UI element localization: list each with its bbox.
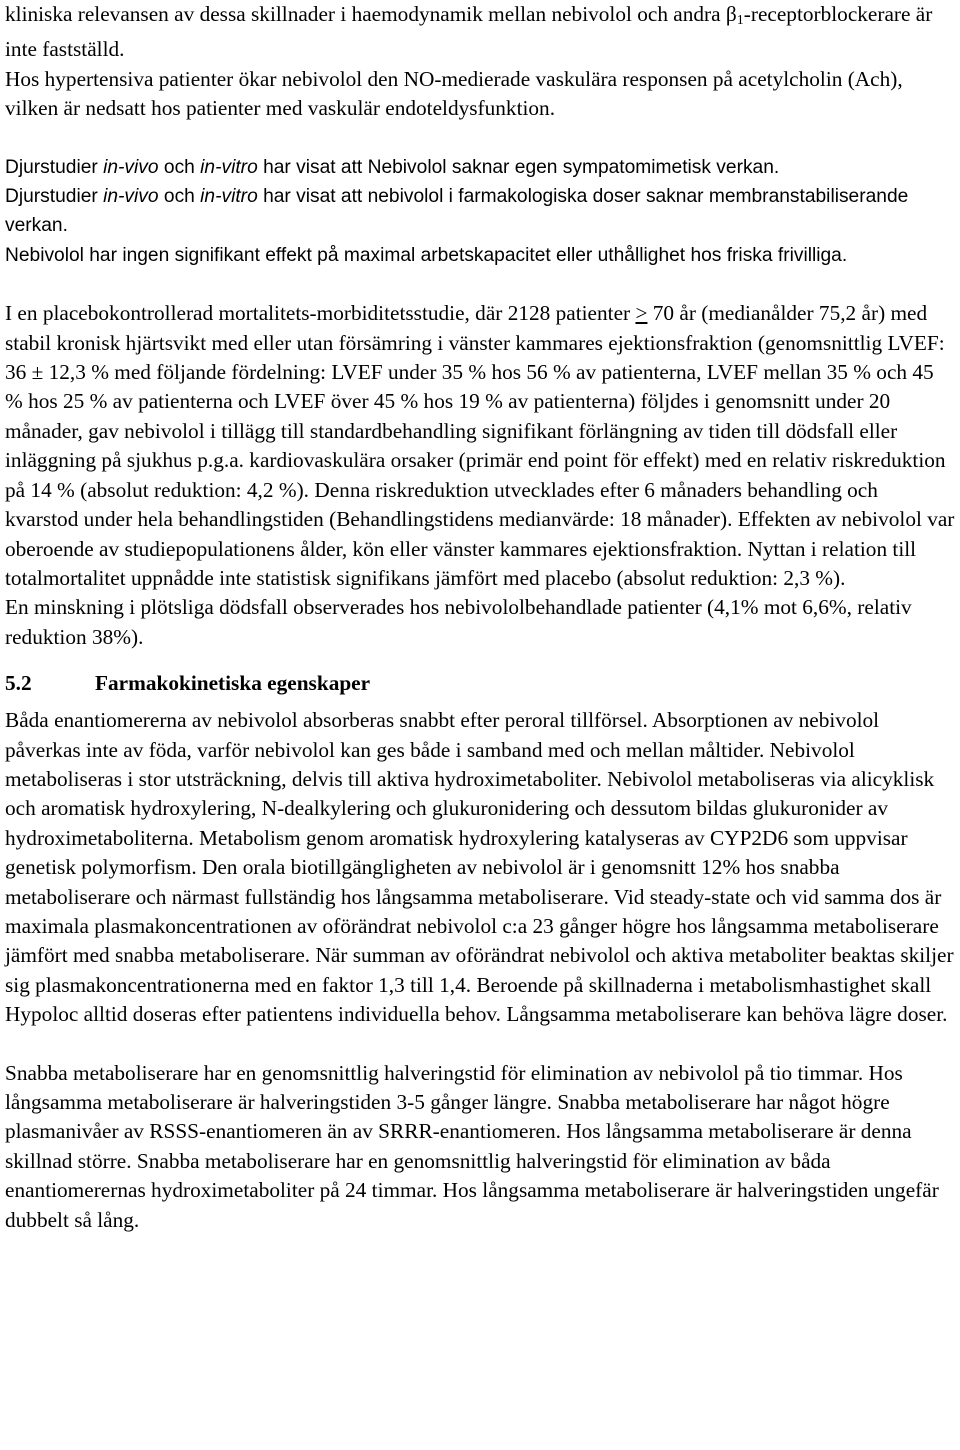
paragraph-spacer <box>5 124 955 153</box>
italic-term: in-vivo <box>103 186 159 208</box>
paragraph-spacer <box>5 270 955 299</box>
italic-term: in-vitro <box>200 186 258 208</box>
animal-studies-block <box>5 153 955 271</box>
italic-term: in-vitro <box>200 156 258 178</box>
text-segment: -receptorblockerare är inte fastställd. <box>5 2 933 62</box>
paragraph-spacer <box>5 698 955 706</box>
text-segment: och <box>158 156 201 178</box>
paragraph-animal-studies-sympathomimetic <box>5 153 955 182</box>
paragraph-pharmacokinetics: Båda enantiomererna av nebivolol absorberas snabbt efter peroral tillförsel. Absorptionen av nebivolol påverkas inte av föda, varför nebivolol kan ges både i samband med och mellan måltider. Nebivolol metaboliseras i stor utsträckning, delvis till aktiva hydroximetaboliter. Nebivolol metaboliseras via alicyklisk och aromatisk hydroxylering, N-dealkylering och glukuronidering och dessutom bildas glukuronider av hydroximetaboliterna. Metabolism genom aromatisk hydroxylering katalyseras av CYP2D6 som uppvisar genetisk polymorfism. Den orala biotillgängligheten av nebivolol är i genomsnitt 12% hos snabba metaboliserare och närmast fullständig hos långsamma metaboliserare. Vid steady-state och vid samma dos är maximala plasmakoncentrationen av oförändrat nebivolol c:a 23 gånger högre hos långsamma metaboliserare jämfört med snabba metaboliserare. När summan av oförändrat nebivolol och aktiva metaboliter beaktas skiljer sig plasmakoncentrationerna med en faktor 1,3 till 1,4. Beroende på skillnaderna i metabolismhastighet skall Hypoloc alltid doseras efter patientens individuella behov. Långsamma metaboliserare kan behöva lägre doser. <box>5 708 954 1027</box>
paragraph-half-life: Snabba metaboliserare har en genomsnittlig halveringstid för elimination av nebivolol på tio timmar. Hos långsamma metaboliserare är halveringstiden 3-5 gånger längre. Snabba metaboliserare har något högre plasmanivåer av RSSS-enantiomeren än av SRRR-enantiomeren. Hos långsamma metaboliserare är denna skillnad större. Snabba metaboliserare har en genomsnittlig halveringstid för elimination av båda enantiomerernas hydroximetaboliter på 24 timmar. Hos långsamma metaboliserare är halveringstiden ungefär dubbelt så lång. <box>5 1060 939 1232</box>
text-segment: har visat att Nebivolol saknar egen sympatomimetisk verkan. <box>257 156 780 178</box>
paragraph-mortality-study <box>5 299 955 593</box>
paragraph-animal-studies-membrane <box>5 182 955 241</box>
text-segment: och <box>158 186 201 208</box>
section-number: 5.2 <box>5 671 32 696</box>
paragraph-sudden-death: En minskning i plötsliga dödsfall observerades hos nebivololbehandlade patienter (4,1% mot 6,6%, relativ reduktion 38%). <box>5 595 912 649</box>
text-segment: I en placebokontrollerad mortalitets-morbiditetsstudie, där 2128 patienter <box>5 301 636 326</box>
text-segment: har visat att nebivolol i farmakologiska doser saknar membranstabiliserande verkan. <box>5 186 909 237</box>
paragraph-exercise-capacity: Nebivolol har ingen signifikant effekt på maximal arbetskapacitet eller uthållighet hos friska frivilliga. <box>5 244 848 266</box>
text-segment: kliniska relevansen av dessa skillnader i haemodynamik mellan nebivolol och andra β <box>5 2 737 26</box>
greater-equal-symbol: > <box>635 301 648 326</box>
document-page <box>5 0 955 1235</box>
italic-term: in-vivo <box>103 156 159 178</box>
text-segment: Djurstudier <box>5 186 104 208</box>
text-segment: Djurstudier <box>5 156 104 178</box>
section-heading <box>5 668 955 698</box>
subscript-text: 1 <box>736 13 744 28</box>
section-title: Farmakokinetiska egenskaper <box>95 671 371 696</box>
paragraph-spacer <box>5 1030 955 1059</box>
paragraph-spacer <box>5 652 955 668</box>
paragraph-hypertensive: Hos hypertensiva patienter ökar nebivolol den NO-medierade vaskulära responsen på acetylcholin (Ach), vilken är nedsatt hos patienter med vaskulär endoteldysfunktion. <box>5 66 903 121</box>
text-segment: 70 år (medianålder 75,2 år) med stabil kronisk hjärtsvikt med eller utan försämring i vänster kammares ejektionsfraktion (genomsnittlig LVEF: 36 ± 12,3 % med följande fördelning: LVEF under 35 % hos 56 % av patienterna, LVEF mellan 35 % och 45 % hos 25 % av patienterna och LVEF över 45 % hos 19 % av patienterna) följdes i genomsnitt under 20 månader, gav nebivolol i tillägg till standardbehandling signifikant förlängning av tiden till dödsfall eller inläggning på sjukhus p.g.a. kardiovaskulära orsaker (primär end point för effekt) med en relativ riskreduktion på 14 % (absolut reduktion: 4,2 %). Denna riskreduktion utvecklades efter 6 månaders behandling och kvarstod under hela behandlingstiden (Behandlingstidens medianvärde: 18 månader). Effekten av nebivolol var oberoende av studiepopulationens ålder, kön eller vänster kammares ejektionsfraktion. Nyttan i relation till totalmortalitet uppnådde inte statistisk signifikans jämfört med placebo (absolut reduktion: 2,3 %). <box>5 301 955 590</box>
paragraph-relevance <box>5 0 955 65</box>
